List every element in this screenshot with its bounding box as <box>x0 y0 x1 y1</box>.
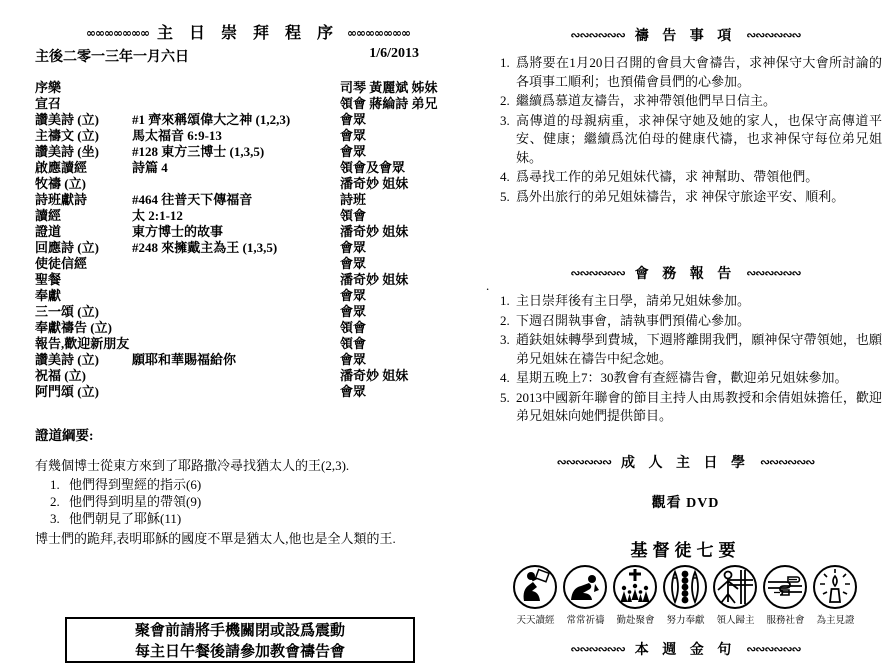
program-item-content: #464 往普天下傳福音 <box>132 192 253 207</box>
program-item-label: 讚美詩 (坐) <box>35 144 99 159</box>
program-item-content <box>132 272 340 288</box>
program-row <box>35 208 461 224</box>
prayer-item: 3. 高傳道的母親病重，求神保守她及她的家人，也保守高傳道平安、健康；繼續爲沈伯母的健康代禱，也求神保守每位弟兄姐妹。 <box>513 112 882 168</box>
page-title-text: 主 日 崇 拜 程 序 <box>156 25 339 42</box>
church-report-header <box>489 263 882 283</box>
prayer-items-title: 禱 告 事 項 <box>634 29 737 44</box>
report-item: 5. 2013中國新年聯會的節目主持人由馬教授和余倩姐妹擔任，歡迎弟兄姐妹向她們提供節目。 <box>513 389 882 426</box>
sermon-outline-point: 1. 他們得到聖經的指示(6) <box>63 476 461 493</box>
program-item-label: 讚美詩 (立) <box>35 352 99 367</box>
program-row <box>35 320 461 336</box>
program-item-performer: 會眾 <box>340 112 367 127</box>
program-row <box>35 80 461 96</box>
program-item-performer: 會眾 <box>340 256 367 271</box>
program-item-performer: 潘奇妙 姐妹 <box>340 224 409 239</box>
program-row <box>35 336 461 352</box>
program-row <box>35 128 461 144</box>
program-item-content <box>132 336 340 352</box>
essential-witness-for-the-lord <box>812 564 859 626</box>
essential-diligent-offering <box>662 564 709 626</box>
program-row <box>35 256 461 272</box>
program-item-performer: 會眾 <box>340 384 367 399</box>
seven-essentials-icons <box>489 564 882 626</box>
program-item-label: 三一頌 (立) <box>35 304 99 319</box>
prayer-item: 5. 爲外出旅行的弟兄姐妹禱告，求 神保守旅途平安、順利。 <box>513 188 882 207</box>
swirl-ornament-icon: ∾∾∾∾∾∾ <box>746 266 801 280</box>
sermon-outline-points <box>63 476 461 527</box>
program-item-label: 讀經 <box>35 208 62 223</box>
program-item-label: 宣召 <box>35 96 62 111</box>
report-item: 3. 趙鈇姐妹轉學到費城，下週將離開我們，願神保守帶領她，也願弟兄姐妹在禱告中紀念她。 <box>513 331 882 368</box>
program-item-performer: 詩班 <box>340 192 367 207</box>
program-item-label: 主禱文 (立) <box>35 128 99 143</box>
program-item-content: #128 東方三博士 (1,3,5) <box>132 144 265 159</box>
program-item-label: 阿門頌 (立) <box>35 384 99 399</box>
program-row <box>35 224 461 240</box>
prayer-item: 1. 爲將要在1月20日召開的會員大會禱告，求神保守大會所討論的各項事工順利；也預備會員們的心參加。 <box>513 54 882 91</box>
program-row <box>35 352 461 368</box>
program-item-content: 詩篇 4 <box>132 160 168 175</box>
notice-line-phones: 聚會前請將手機關閉或設爲震動 <box>134 623 345 639</box>
sunday-school-content: 觀看 DVD <box>651 496 720 511</box>
program-item-content: 東方博士的故事 <box>132 224 224 239</box>
essential-label: 努力奉獻 <box>666 615 705 626</box>
swirl-ornament-icon: ∾∾∾∾∾∾ <box>760 455 815 469</box>
sermon-outline <box>35 424 461 547</box>
chain-ornament-icon: ∞∞∞∞∞∞∞ <box>347 26 410 40</box>
seven-essentials-title: 基督徒七要 <box>630 541 741 560</box>
date-numeric: 1/6/2013 <box>369 46 419 61</box>
program-row <box>35 304 461 320</box>
essential-label: 常常祈禱 <box>566 615 605 626</box>
program-row <box>35 160 461 176</box>
program-item-label: 證道 <box>35 224 62 239</box>
golden-verse-section <box>489 639 882 659</box>
report-item: 1. 主日崇拜後有主日學，請弟兄姐妹參加。 <box>513 292 882 311</box>
program-item-label: 詩班獻詩 <box>35 192 88 207</box>
prayer-items-section <box>489 25 882 207</box>
program-row <box>35 144 461 160</box>
program-row <box>35 368 461 384</box>
program-item-content <box>132 176 340 192</box>
chain-ornament-icon: ∞∞∞∞∞∞∞ <box>86 26 149 40</box>
announcements-column <box>486 20 882 665</box>
essential-label: 服務社會 <box>766 615 805 626</box>
sermon-outline-intro: 有幾個博士從東方來到了耶路撒冷尋找猶太人的王(2,3). <box>35 458 350 473</box>
program-item-content: 馬太福音 6:9-13 <box>132 128 222 143</box>
program-item-performer: 領會 <box>340 208 367 223</box>
swirl-ornament-icon: ∾∾∾∾∾∾ <box>746 28 801 42</box>
program-item-label: 奉獻 <box>35 288 62 303</box>
program-item-label: 報告,歡迎新朋友 <box>35 336 130 351</box>
program-item-performer: 潘奇妙 姐妹 <box>340 368 409 383</box>
essential-lead-people-to-christ <box>712 564 759 626</box>
swirl-ornament-icon: ∾∾∾∾∾∾ <box>570 28 625 42</box>
program-item-performer: 領會 蔣綸詩 弟兄 <box>340 96 438 111</box>
lead-to-cross-icon <box>712 564 758 610</box>
program-item-content <box>132 368 340 384</box>
program-item-performer: 會眾 <box>340 240 367 255</box>
program-item-performer: 領會 <box>340 336 367 351</box>
essential-attend-meetings <box>612 564 659 626</box>
program-item-performer: 潘奇妙 姐妹 <box>340 176 409 191</box>
church-report-title: 會 務 報 告 <box>634 267 737 282</box>
program-row <box>35 192 461 208</box>
assembly-cross-icon <box>612 564 658 610</box>
notice-line-prayer-meeting: 每主日午餐後請參加教會禱告會 <box>134 644 345 660</box>
program-row <box>35 176 461 192</box>
program-item-label: 牧禱 (立) <box>35 176 86 191</box>
swirl-ornament-icon: ∾∾∾∾∾∾ <box>746 642 801 656</box>
essential-label: 天天讀經 <box>516 615 555 626</box>
prayer-item: 2. 繼續爲慕道友禱告，求神帶領他們早日信主。 <box>513 92 882 111</box>
program-row <box>35 384 461 400</box>
program-item-content <box>132 288 340 304</box>
fish-and-coins-icon <box>662 564 708 610</box>
program-item-label: 回應詩 (立) <box>35 240 99 255</box>
swirl-ornament-icon: ∾∾∾∾∾∾ <box>556 455 611 469</box>
program-item-content: #1 齊來稱頌偉大之神 (1,2,3) <box>132 112 291 127</box>
page-title <box>35 20 461 43</box>
essential-daily-bible-reading <box>512 564 559 626</box>
program-row <box>35 112 461 128</box>
golden-verse-header <box>489 639 882 659</box>
program-item-content <box>132 384 340 400</box>
church-report-list <box>489 292 882 426</box>
program-item-performer: 會眾 <box>340 352 367 367</box>
program-item-performer: 司琴 黃麗斌 姊妹 <box>340 80 438 95</box>
program-item-performer: 會眾 <box>340 288 367 303</box>
program-item-performer: 會眾 <box>340 304 367 319</box>
report-item: 4. 星期五晚上7：30教會有查經禱告會，歡迎弟兄姐妹參加。 <box>513 369 882 388</box>
program-item-content <box>132 256 340 272</box>
program-item-content: 太 2:1-12 <box>132 208 183 223</box>
prayer-item: 4. 爲尋找工作的弟兄姐妹代禱，求 神幫助、帶領他們。 <box>513 168 882 187</box>
reading-icon <box>512 564 558 610</box>
essential-label: 領人歸主 <box>716 615 755 626</box>
seven-essentials-section <box>489 536 882 626</box>
program-item-label: 奉獻禱告 (立) <box>35 320 112 335</box>
praying-icon <box>562 564 608 610</box>
program-item-label: 使徒信經 <box>35 256 88 271</box>
program-item-content <box>132 80 340 96</box>
program-row <box>35 288 461 304</box>
stray-period: . <box>486 278 490 293</box>
report-item: 2. 下週召開執事會，請執事們預備心參加。 <box>513 312 882 331</box>
swirl-ornament-icon: ∾∾∾∾∾∾ <box>570 266 625 280</box>
program-item-content <box>132 304 340 320</box>
program-item-label: 啟應讀經 <box>35 160 88 175</box>
notice-box <box>65 617 415 663</box>
serving-hands-icon <box>762 564 808 610</box>
program-item-performer: 潘奇妙 姐妹 <box>340 272 409 287</box>
program-item-label: 讚美詩 (立) <box>35 112 99 127</box>
worship-program-table <box>35 80 461 400</box>
program-item-label: 祝福 (立) <box>35 368 86 383</box>
golden-verse-title: 本 週 金 句 <box>634 643 737 658</box>
sermon-outline-point: 3. 他們朝見了耶穌(11) <box>63 510 461 527</box>
program-item-label: 聖餐 <box>35 272 62 287</box>
program-item-content <box>132 320 340 336</box>
adult-sunday-school-title: 成 人 主 日 學 <box>621 456 750 471</box>
essential-constant-prayer <box>562 564 609 626</box>
program-item-label: 序樂 <box>35 80 62 95</box>
candle-icon <box>812 564 858 610</box>
sermon-outline-point: 2. 他們得到明星的帶領(9) <box>63 493 461 510</box>
adult-sunday-school-header <box>489 452 882 472</box>
date-row <box>35 46 461 66</box>
program-item-performer: 會眾 <box>340 128 367 143</box>
prayer-items-list <box>489 54 882 206</box>
swirl-ornament-icon: ∾∾∾∾∾∾ <box>570 642 625 656</box>
sermon-outline-conclusion: 博士們的跪拜,表明耶穌的國度不單是猶太人,他也是全人類的王. <box>35 531 396 546</box>
program-item-content: #248 來擁戴主為王 (1,3,5) <box>132 240 278 255</box>
program-row <box>35 272 461 288</box>
essential-label: 為主見證 <box>816 615 855 626</box>
church-report-section <box>489 263 882 427</box>
essential-serve-society <box>762 564 809 626</box>
program-item-content: 願耶和華賜福給你 <box>132 352 237 367</box>
program-item-content <box>132 96 340 112</box>
essential-label: 勤赴聚會 <box>616 615 655 626</box>
program-row <box>35 240 461 256</box>
program-item-performer: 會眾 <box>340 144 367 159</box>
adult-sunday-school-section <box>489 452 882 512</box>
worship-order-column <box>35 20 461 610</box>
program-row <box>35 96 461 112</box>
program-item-performer: 領會 <box>340 320 367 335</box>
sermon-outline-heading: 證道綱要: <box>35 428 94 443</box>
date-chinese: 主後二零一三年一月六日 <box>35 50 189 65</box>
prayer-items-header <box>489 25 882 45</box>
program-item-performer: 領會及會眾 <box>340 160 406 175</box>
